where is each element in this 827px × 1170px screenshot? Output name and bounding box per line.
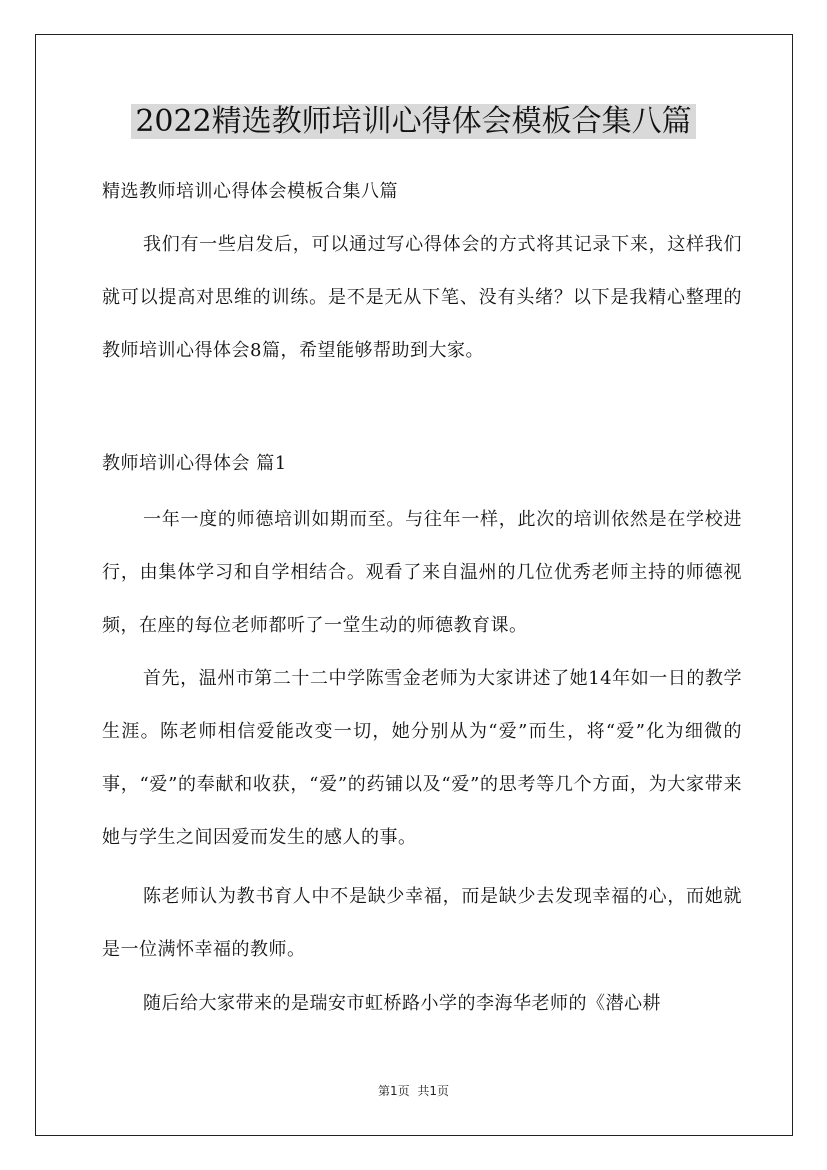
body-paragraph-1: 一年一度的师德培训如期而至。与往年一样，此次的培训依然是在学校进行，由集体学习和自学相结合。观看了来自温州的几位优秀老师主持的师德视频，在座的每位老师都听了一堂生动的师德教育课。: [102, 509, 742, 636]
body-paragraph-2: 首先，温州市第二十二中学陈雪金老师为大家讲述了她14年如一日的教学生涯。陈老师相信爱能改变一切，她分别从为“爱”而生，将“爱”化为细微的事，“爱”的奉献和收获，“爱”的药铺以及“爱”的思考等几个方面，为大家带来她与学生之间因爱而发生的感人的事。: [102, 668, 742, 848]
page-total: 共1页: [417, 1084, 450, 1098]
document-title-text: 2022精选教师培训心得体会模板合集八篇: [131, 104, 695, 139]
document-subtitle: 精选教师培训心得体会模板合集八篇: [102, 181, 398, 202]
page-number: 第1页: [377, 1084, 410, 1098]
body-paragraph-4: 随后给大家带来的是瑞安市虹桥路小学的李海华老师的《潜心耕: [143, 993, 661, 1014]
document-title: [0, 100, 827, 144]
intro-paragraph: 我们有一些启发后，可以通过写心得体会的方式将其记录下来，这样我们就可以提高对思维的训练。是不是无从下笔、没有头绪？以下是我精心整理的教师培训心得体会8篇，希望能够帮助到大家。: [102, 234, 742, 361]
body-paragraph-3: 陈老师认为教书育人中不是缺少幸福，而是缺少去发现幸福的心，而她就是一位满怀幸福的教师。: [102, 886, 742, 960]
page-footer: [0, 1082, 827, 1099]
section-heading: 教师培训心得体会 篇1: [102, 453, 287, 474]
